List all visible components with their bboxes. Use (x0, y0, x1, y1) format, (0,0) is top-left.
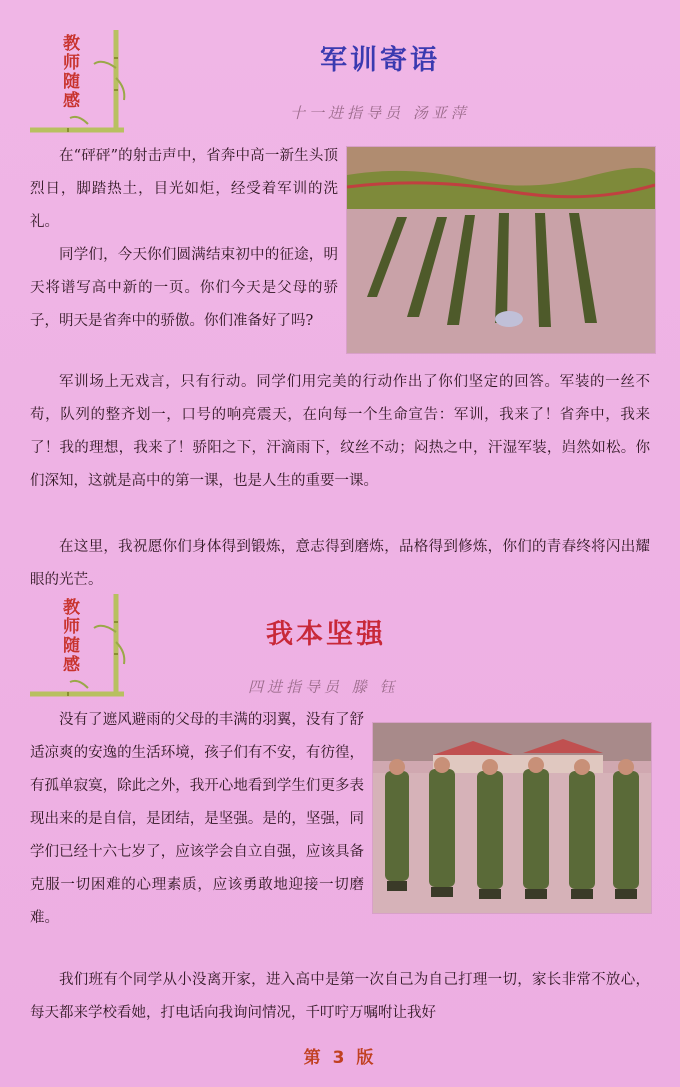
badge-text: 教师随感 (59, 598, 79, 674)
page-number: 第 3 版 (303, 1048, 377, 1068)
article-2-author: 四进指导员 滕 钰 (248, 678, 399, 696)
article-1-title: 军训寄语 (320, 45, 440, 76)
article-2-title: 我本坚强 (266, 619, 386, 650)
military-drill-photo (346, 146, 656, 354)
article-1-author: 十一进指导员 汤亚萍 (290, 104, 470, 122)
article-1-paragraph-1: 在“砰砰”的射击声中，省奔中高一新生头顶烈日，脚踏热土，目光如炬，经受着军训的洗礼。 (30, 148, 338, 230)
article-2-paragraph-2: 我们班有个同学从小没离开家，进入高中是第一次自己为自己打理一切，家长非常不放心，每天都来学校看她，打电话向我询问情况，千叮咛万嘱咐让我好 (30, 972, 650, 1021)
article-1-paragraph-4: 在这里，我祝愿你们身体得到锻炼，意志得到磨炼，品格得到修炼，你们的青春终将闪出耀眼的光芒。 (30, 539, 650, 588)
teacher-notes-badge (28, 592, 128, 702)
teacher-notes-badge (28, 28, 128, 138)
saluting-soldiers-photo (372, 722, 652, 914)
article-1-paragraph-3: 军训场上无戏言，只有行动。同学们用完美的行动作出了你们坚定的回答。军装的一丝不苟，队列的整齐划一，口号的响亮震天，在向每一个生命宣告：军训，我来了！省奔中，我来了！我的理想，我来了！骄阳之下，汗滴雨下，纹丝不动；闷热之中，汗湿军装，岿然如松。你们深知，这就是高中的第一课，也是人生的重要一课。 (30, 374, 650, 489)
article-1-paragraph-2: 同学们，今天你们圆满结束初中的征途，明天将谱写高中新的一页。你们今天是父母的骄子，明天是省奔中的骄傲。你们准备好了吗? (30, 247, 338, 329)
article-2-paragraph-1: 没有了遮风避雨的父母的丰满的羽翼，没有了舒适凉爽的安逸的生活环境，孩子们有不安，有彷徨，有孤单寂寞，除此之外，我开心地看到学生们更多表现出来的是自信，是团结，是坚强。是的，坚强，同学们已经十六七岁了，应该学会自立自强，应该具备克服一切困难的心理素质，应该勇敢地迎接一切磨难。 (30, 712, 364, 926)
badge-text: 教师随感 (59, 34, 79, 110)
